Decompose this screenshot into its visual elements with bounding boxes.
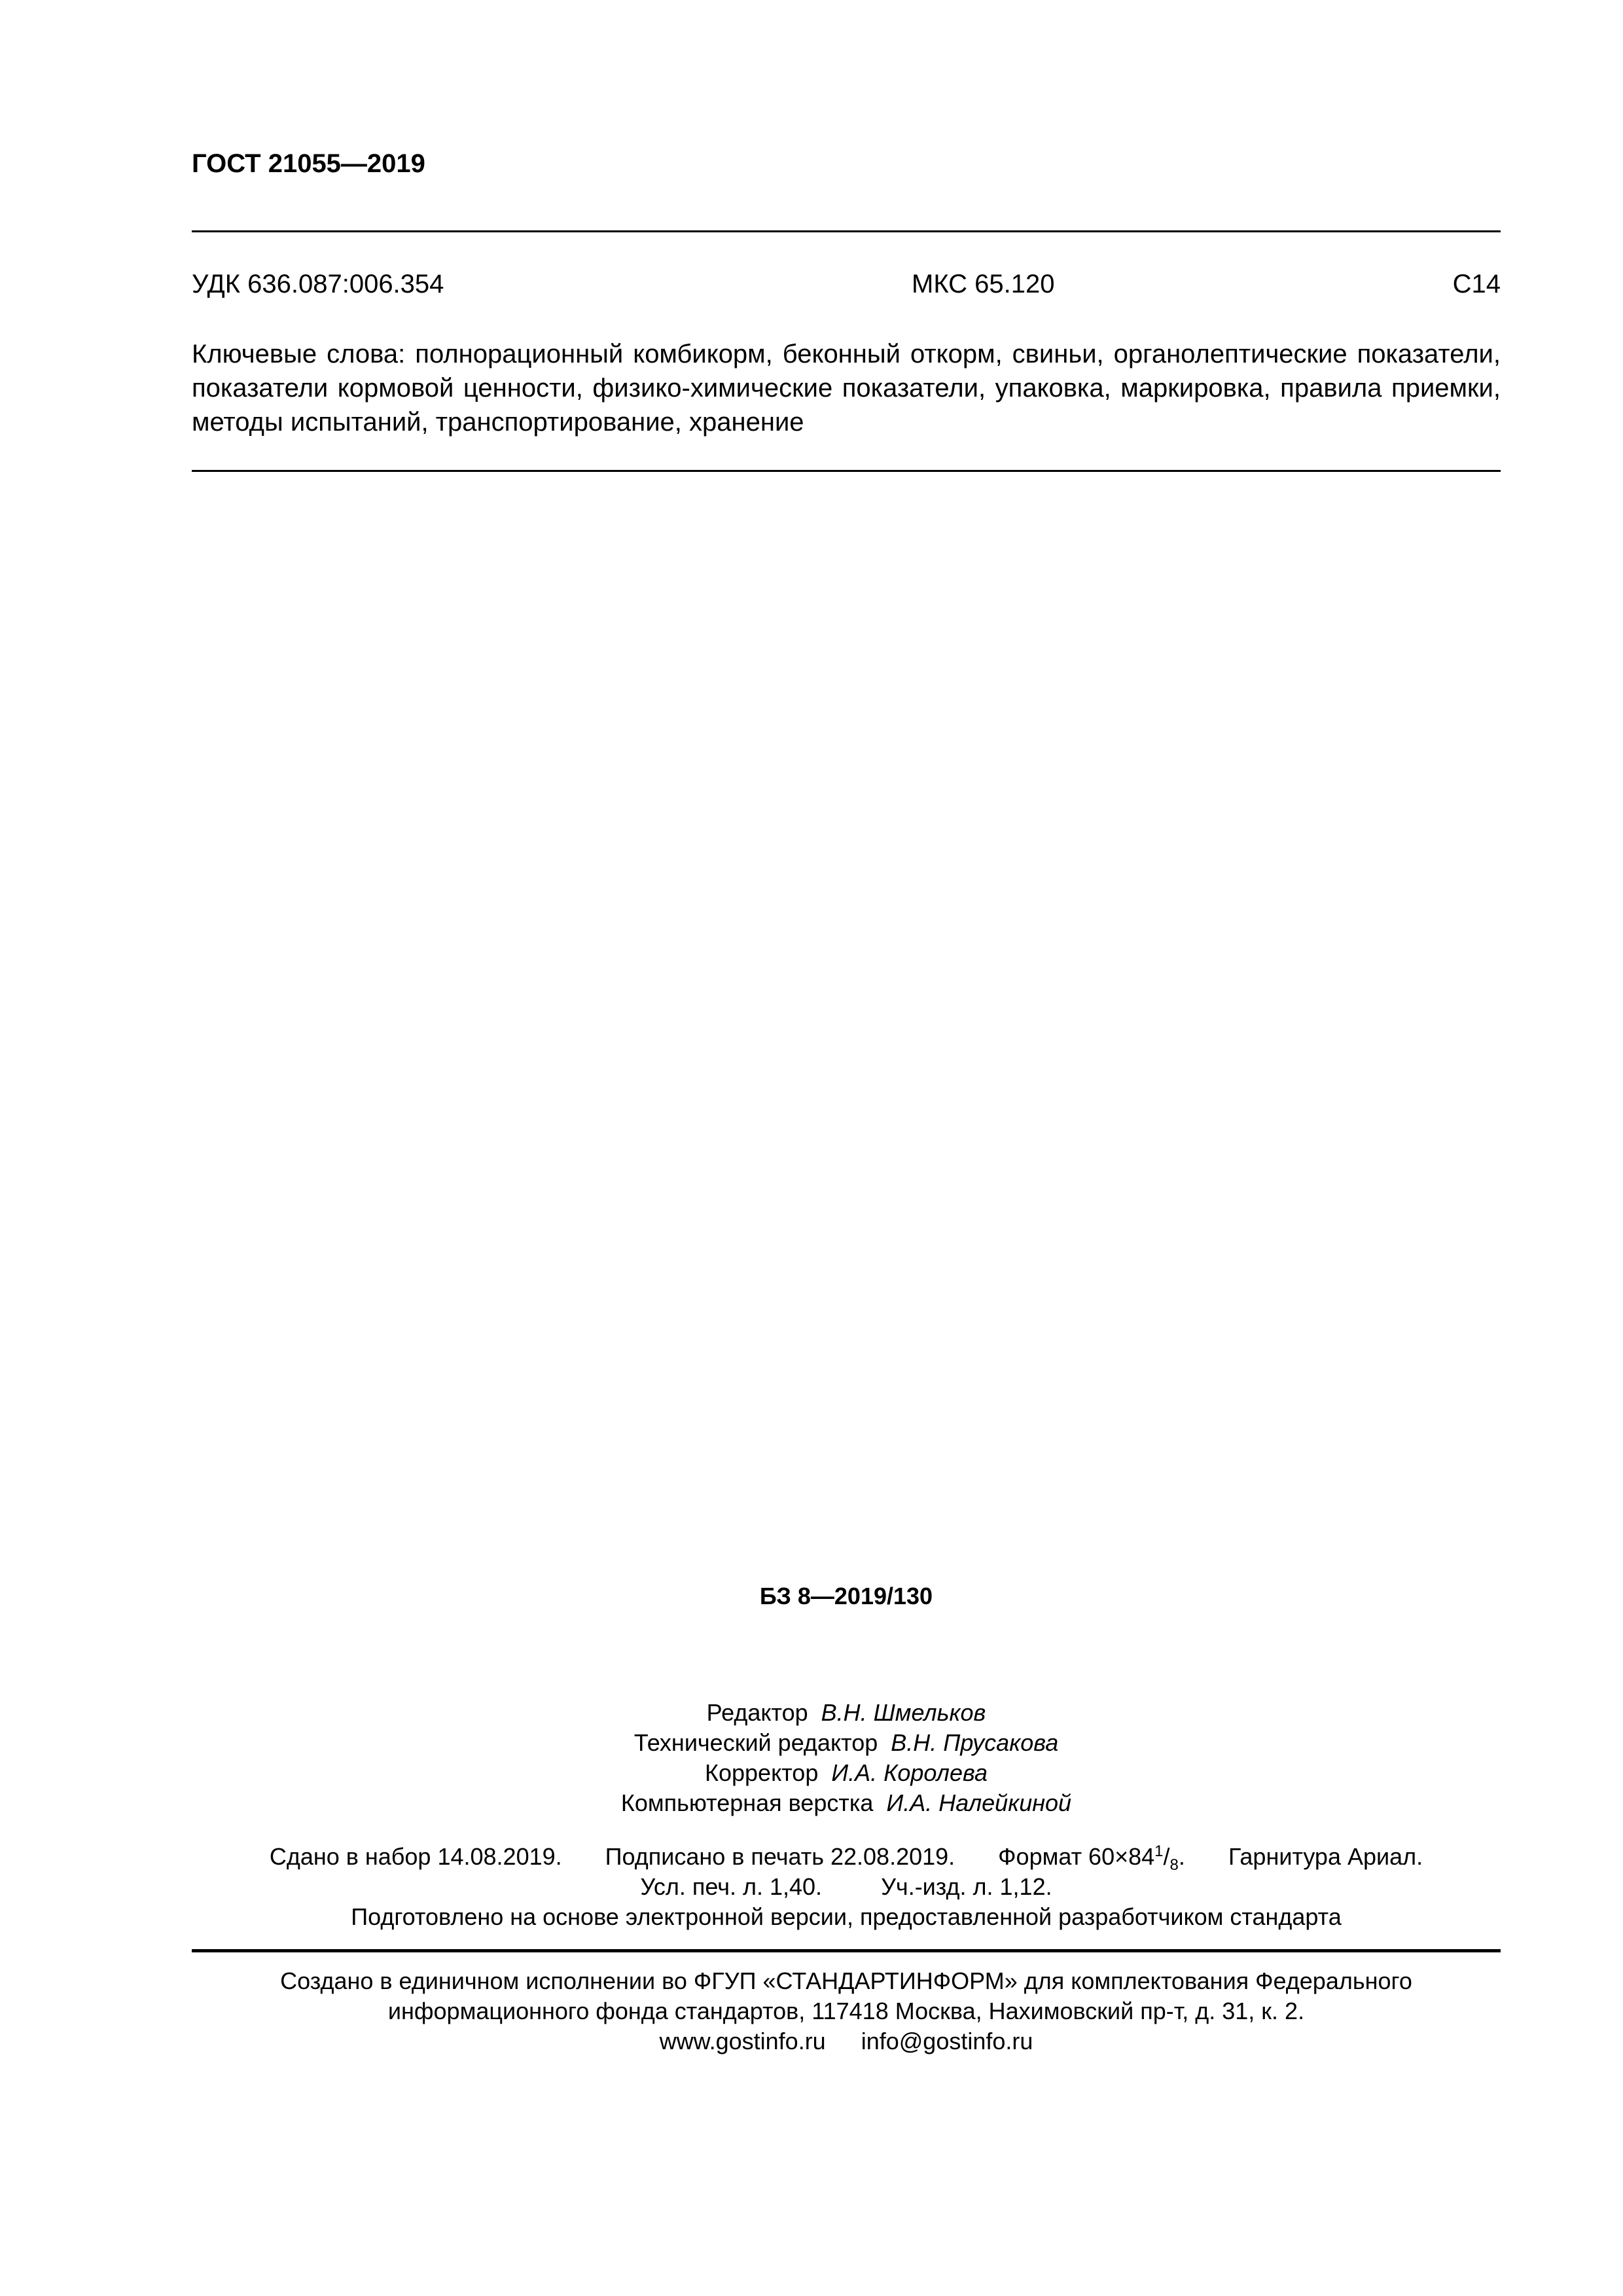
credit-name: В.Н. Прусакова [891,1729,1059,1756]
format-suffix: . [1178,1843,1185,1870]
print-info-block [192,1842,1501,1932]
format-prefix: Формат 60×84 [998,1843,1155,1870]
keywords-text: полнорационный комбикорм, беконный откорм, свиньи, органолептические показатели, показатели кормовой ценности, физико-химические показатели, упаковка, маркировка, правила приемки, методы испытаний, транспортирование, хранение [192,340,1501,437]
publisher-contacts [192,2026,1501,2056]
credit-line [192,1788,1501,1818]
credit-role: Технический редактор [633,1729,878,1756]
format-denominator: 8 [1169,1856,1179,1874]
print-info-row [192,1842,1501,1872]
keywords-label: Ключевые слова: [192,340,406,368]
credit-role: Корректор [705,1759,819,1786]
publisher-line: Создано в единичном исполнении во ФГУП «СТАНДАРТИНФОРМ» для комплектования Федерального [280,1967,1412,1994]
credit-line [192,1698,1501,1728]
publisher-line: информационного фонда стандартов, 117418 Москва, Нахимовский пр-т, д. 31, к. 2. [387,1998,1305,2024]
publisher-sheets: Уч.-изд. л. 1,12. [881,1873,1052,1900]
credits-block [192,1698,1501,1818]
credit-line [192,1728,1501,1758]
document-code: ГОСТ 21055—2019 [192,149,425,178]
email-link[interactable]: info@gostinfo.ru [861,2028,1033,2054]
credit-name: И.А. Королева [831,1759,988,1786]
signed-date [605,1842,955,1872]
format-numerator: 1 [1154,1842,1164,1860]
paper-format: Формат $60\times 84^1/_8$. [998,1842,1185,1874]
credit-name: В.Н. Шмельков [821,1699,986,1726]
credit-name: И.А. Налейкиной [886,1789,1072,1816]
keywords-paragraph [192,337,1501,439]
credit-role: Редактор [706,1699,808,1726]
okstu-code: С14 [1452,270,1501,298]
mks-code: МКС 65.120 [912,270,1055,298]
bz-number: БЗ 8—2019/130 [759,1583,933,1609]
prepared-note: Подготовлено на основе электронной версии, предоставленной разработчиком стандарта [351,1903,1342,1930]
top-rule [192,230,1501,232]
udk-code: УДК 636.087:006.354 [192,270,444,298]
publisher-block [192,1966,1501,2056]
printed-sheets: Усл. печ. л. 1,40. [640,1873,823,1900]
submitted-date: Сдано в набор 14.08.2019. [269,1843,562,1870]
credit-role: Компьютерная верстка [620,1789,874,1816]
keywords-rule [192,470,1501,472]
signed-text: Подписано в печать 22.08.2019. [605,1843,955,1870]
credit-line [192,1758,1501,1788]
website-link[interactable]: www.gostinfo.ru [659,2028,826,2054]
footer-rule [192,1949,1501,1952]
typeface: Гарнитура Ариал. [1228,1843,1423,1870]
print-info-row [192,1872,1501,1902]
